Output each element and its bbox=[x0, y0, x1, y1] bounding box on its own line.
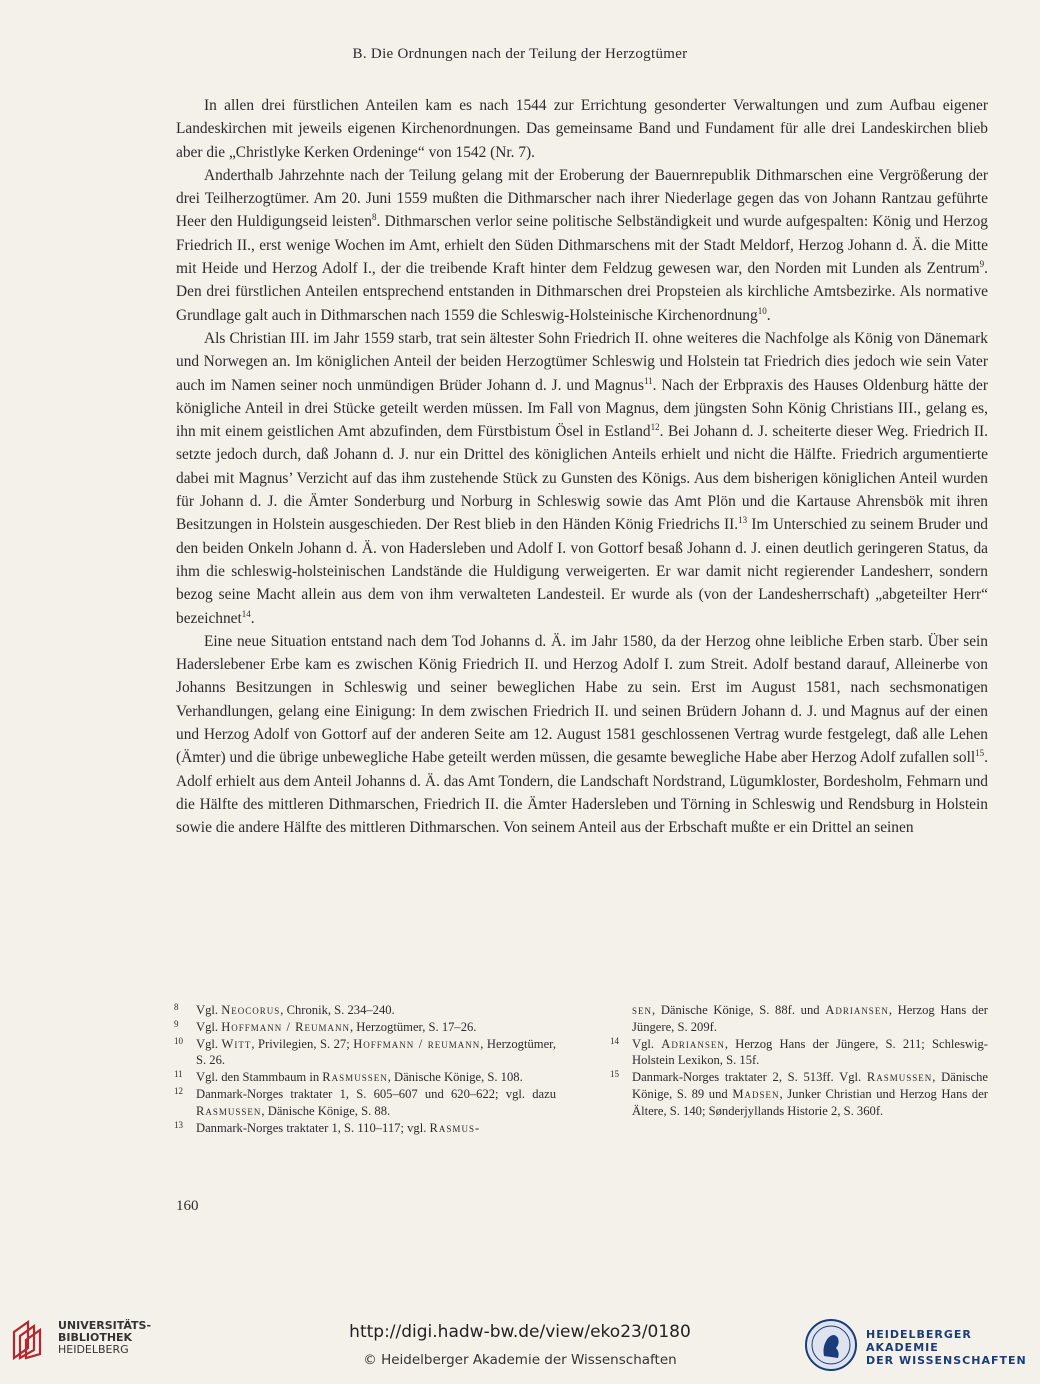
text-run: Eine neue Situation entstand nach dem Tod Johanns d. Ä. im Jahr 1580, da der Herzog ohne leibliche Erben starb. Über sein Haderslebener Erbe kam es zwischen König Friedrich II. und Herzog Adolf I. zum Streit. Adolf bestand darauf, Alleinerbe von Johanns Besitzungen in Schleswig und seiner beweglichen Habe zu sein. Erst im August 1581, nach sechsmonatigen Verhandlungen, gelang eine Einigung: In dem zwischen Friedrich II. und seinen Brüdern Johann d. J. und Magnus auf der einen und Herzog Adolf von Gottorf auf der anderen Seite am 12. August 1581 geschlossenen Vertrag wurde festgelegt, daß alle Lehen (Ämter) und die übrige unbewegliche Habe geteilt werden müssen, die gesamte bewegliche Habe aber Herzog Adolf zufallen soll bbox=[176, 632, 988, 767]
body-paragraph bbox=[176, 164, 988, 327]
text-run: , Dänische Könige, S. 108. bbox=[387, 1070, 523, 1085]
permalink-url[interactable]: http://digi.hadw-bw.de/view/eko23/0180 bbox=[349, 1322, 691, 1342]
text-run: . Dithmarschen verlor seine politische Selbständigkeit und wurde aufgespalten: König und Herzog Friedrich II., erst wenige Wochen im Amt, erhielt den Süden Dithmarschens mit der Stadt Meldorf, Herzog Johann d. Ä. die Mitte mit Heide und Herzog Adolf I., der die treibende Kraft hinter dem Feldzug gewesen war, den Norden mit Lunden als Zentrum bbox=[176, 213, 988, 278]
page-number: 160 bbox=[176, 1198, 199, 1214]
footnote-ref[interactable]: 9 bbox=[979, 258, 985, 269]
academy-name[interactable] bbox=[866, 1328, 1040, 1367]
text-run: , Privilegien, S. 27; bbox=[251, 1036, 354, 1051]
author-name: Rasmussen bbox=[196, 1103, 262, 1118]
footnote-ref[interactable]: 8 bbox=[371, 212, 377, 223]
text-run: Danmark-Norges traktater 2, S. 513ff. Vgl. bbox=[632, 1070, 867, 1085]
footnote-number: 15 bbox=[610, 1069, 619, 1080]
author-name: Witt bbox=[221, 1036, 252, 1051]
text-run: , Dänische Könige, S. 88. bbox=[261, 1103, 391, 1118]
footnote-ref[interactable]: 13 bbox=[738, 515, 748, 526]
running-header: B. Die Ordnungen nach der Teilung der Herzogtümer bbox=[352, 46, 688, 62]
footnote-ref[interactable]: 11 bbox=[644, 375, 653, 386]
footnote bbox=[176, 1086, 556, 1120]
text-run: In allen drei fürstlichen Anteilen kam es nach 1544 zur Errichtung gesonderter Verwaltungen und zum Aufbau eigener Landeskirchen mit jeweils eigenen Kirchenordnungen. Das gemeinsame Band und Fundament für alle drei Landeskirchen blieb aber die „Christlyke Kerken Ordeninge“ von 1542 (Nr. 7). bbox=[176, 97, 988, 161]
author-name: Adriansen bbox=[661, 1036, 725, 1051]
footnote bbox=[176, 1120, 556, 1137]
text-run: Im Unterschied zu seinem Bruder und den beiden Onkeln Johann d. Ä. von Hadersleben und Adolf I. von Gottorf besaß Johann d. J. einen deutlich geringeren Status, da ihm die schleswig-holsteinischen Landstände die Huldigung verweigerten. Er war damit nicht regierender Landesherr, sondern bezog seine Macht allein aus dem von ihm verwalteten Landesteil. Er wurde als (von der Landesherrschaft) „abgeteilter Herr“ bezeichnet bbox=[176, 516, 988, 627]
author-name: Rasmussen bbox=[866, 1070, 933, 1085]
body-paragraph bbox=[176, 94, 988, 164]
author-name: Rasmus- bbox=[429, 1120, 481, 1135]
university-library-line: HEIDELBERG bbox=[58, 1343, 129, 1356]
text-run: , Herzogtümer, S. 26. bbox=[196, 1036, 556, 1068]
footnote bbox=[612, 1069, 988, 1119]
footnote-number: 14 bbox=[610, 1035, 619, 1046]
university-library-line: UNIVERSITÄTS- bbox=[58, 1319, 152, 1332]
footnote-ref[interactable]: 14 bbox=[241, 608, 251, 619]
footnote-number: 13 bbox=[174, 1119, 183, 1130]
author-name: Hoffmann / Reumann bbox=[221, 1019, 350, 1034]
footnote bbox=[176, 1069, 556, 1086]
text-run: Vgl. den Stammbaum in bbox=[196, 1070, 323, 1085]
author-name: Adriansen bbox=[825, 1003, 889, 1017]
footnote bbox=[176, 1036, 556, 1070]
text-run: . Den drei fürstlichen Anteilen entsprechend entstanden in Dithmarschen drei Propsteien als kirchliche Amtsbezirke. Als normative Grundlage galt auch in Dithmarschen nach 1559 die Schleswig-Holsteinische Kirchenordnung bbox=[176, 260, 988, 324]
text-run: Als Christian III. im Jahr 1559 starb, trat sein ältester Sohn Friedrich II. ohne weiteres die Nachfolge als König von Dänemark und Norwegen an. Im königlichen Anteil der beiden Herzogtümer Schleswig und Holstein tat Friedrich dies jedoch wie sein Vater auch im Namen seiner noch unmündigen Brüder Johann d. J. und Magnus bbox=[176, 329, 988, 394]
text-run: Vgl. bbox=[196, 1019, 222, 1034]
text-run: , Herzog Hans der Jüngere, S. 209f. bbox=[632, 1003, 988, 1034]
text-run: . bbox=[766, 306, 771, 324]
text-run: . Bei Johann d. J. scheiterte dieser Weg. Friedrich II. setzte jedoch durch, daß Johann d. J. nur ein Drittel des königlichen Anteils erhielt und nicht die Hälfte. Friedrich argumentierte dabei mit Magnus’ Verzicht auf das ihm zustehende Stück zu Gunsten des Königs. Aus dem bisherigen königlichen Anteil wurden für Johann d. J. die Ämter Sonderburg und Norburg in Schleswig sowie das Amt Plön und die Kartause Ahrensbök mit ihren Besitzungen in Holstein ausgeschieden. Der Rest blieb in den Händen König Friedrichs II. bbox=[176, 423, 988, 534]
text-run: , Dänische Könige, S. 89 und bbox=[632, 1070, 988, 1101]
footnote bbox=[176, 1002, 556, 1019]
footnotes-right-column bbox=[612, 1002, 988, 1120]
text-run: . Adolf erhielt aus dem Anteil Johanns d. Ä. das Amt Tondern, die Landschaft Nordstrand, Lügumkloster, Bordesholm, Fehmarn und die Hälfte des mittleren Dithmarschen, Friedrich II. die Ämter Hadersleben und Törning in Schleswig und Rendsburg in Holstein sowie die andere Hälfte des mittleren Dithmarschen. Von seinem Anteil aus der Erbschaft mußte er ein Drittel an seinen bbox=[176, 749, 988, 837]
text-run: , Herzog Hans der Jüngere, S. 211; Schleswig-Holstein Lexikon, S. 15f. bbox=[632, 1036, 988, 1068]
text-run: Danmark-Norges traktater 1, S. 605–607 und 620–622; vgl. dazu bbox=[196, 1086, 556, 1101]
text-run: , Dänische Könige, S. 88f. und bbox=[652, 1003, 826, 1017]
text-run: , Junker Christian und Herzog Hans der Ältere, S. 140; Sønderjyllands Historie 2, S. 360f. bbox=[632, 1086, 988, 1118]
footnote-ref[interactable]: 15 bbox=[975, 748, 985, 759]
text-run: . bbox=[250, 609, 255, 627]
footnote bbox=[176, 1019, 556, 1036]
footnotes-left-column bbox=[176, 1002, 556, 1136]
author-name: Madsen bbox=[732, 1086, 780, 1101]
author-name: Neocorus bbox=[221, 1003, 281, 1017]
footnote-number: 12 bbox=[174, 1085, 183, 1096]
author-name: Rasmussen bbox=[322, 1070, 388, 1085]
author-name: Hoffmann / reumann bbox=[353, 1036, 481, 1051]
text-run: Anderthalb Jahrzehnte nach der Teilung gelang mit der Eroberung der Bauernrepublik Dithmarschen eine Vergrößerung der drei Teilherzogtümer. Am 20. Juni 1559 mußten die Dithmarscher nach ihrer Niederlage gegen das von Johann Rantzau geführte Heer den Huldigungseid leisten bbox=[176, 166, 988, 231]
text-run: , Chronik, S. 234–240. bbox=[280, 1003, 395, 1017]
academy-seal-icon[interactable] bbox=[804, 1318, 858, 1372]
text-run: Vgl. bbox=[196, 1036, 222, 1051]
footnote bbox=[612, 1036, 988, 1070]
footnote-ref[interactable]: 12 bbox=[650, 422, 660, 433]
footnote-number: 11 bbox=[174, 1069, 183, 1080]
body-paragraph bbox=[176, 327, 988, 630]
text-run: , Herzogtümer, S. 17–26. bbox=[350, 1019, 477, 1034]
academy-name-line: DER WISSENSCHAFTEN bbox=[866, 1354, 1027, 1367]
academy-name-line: HEIDELBERGER AKADEMIE bbox=[866, 1328, 972, 1354]
copyright-notice: © Heidelberger Akademie der Wissenschaften bbox=[363, 1352, 677, 1368]
author-name: sen bbox=[632, 1003, 653, 1017]
footnote-number: 10 bbox=[174, 1035, 183, 1046]
footnote-number: 8 bbox=[174, 1002, 179, 1012]
text-run: Danmark-Norges traktater 1, S. 110–117; vgl. bbox=[196, 1120, 430, 1135]
digital-library-footer bbox=[0, 1310, 1040, 1384]
main-text bbox=[176, 94, 988, 840]
university-library-line: BIBLIOTHEK bbox=[58, 1331, 133, 1344]
text-run: . Nach der Erbpraxis des Hauses Oldenburg hätte der königliche Anteil in drei Stücke geteilt werden müssen. Im Fall von Magnus, dem jüngsten Sohn König Christians III., gelang es, ihn mit einem geistlichen Amt abzufinden, dem Fürstbistum Ösel in Estland bbox=[176, 376, 988, 441]
body-paragraph bbox=[176, 630, 988, 840]
footnote-number: 9 bbox=[174, 1018, 179, 1029]
footnote-ref[interactable]: 10 bbox=[757, 305, 767, 316]
footnote bbox=[612, 1002, 988, 1036]
text-run: Vgl. bbox=[632, 1036, 662, 1051]
text-run: Vgl. bbox=[196, 1003, 222, 1017]
